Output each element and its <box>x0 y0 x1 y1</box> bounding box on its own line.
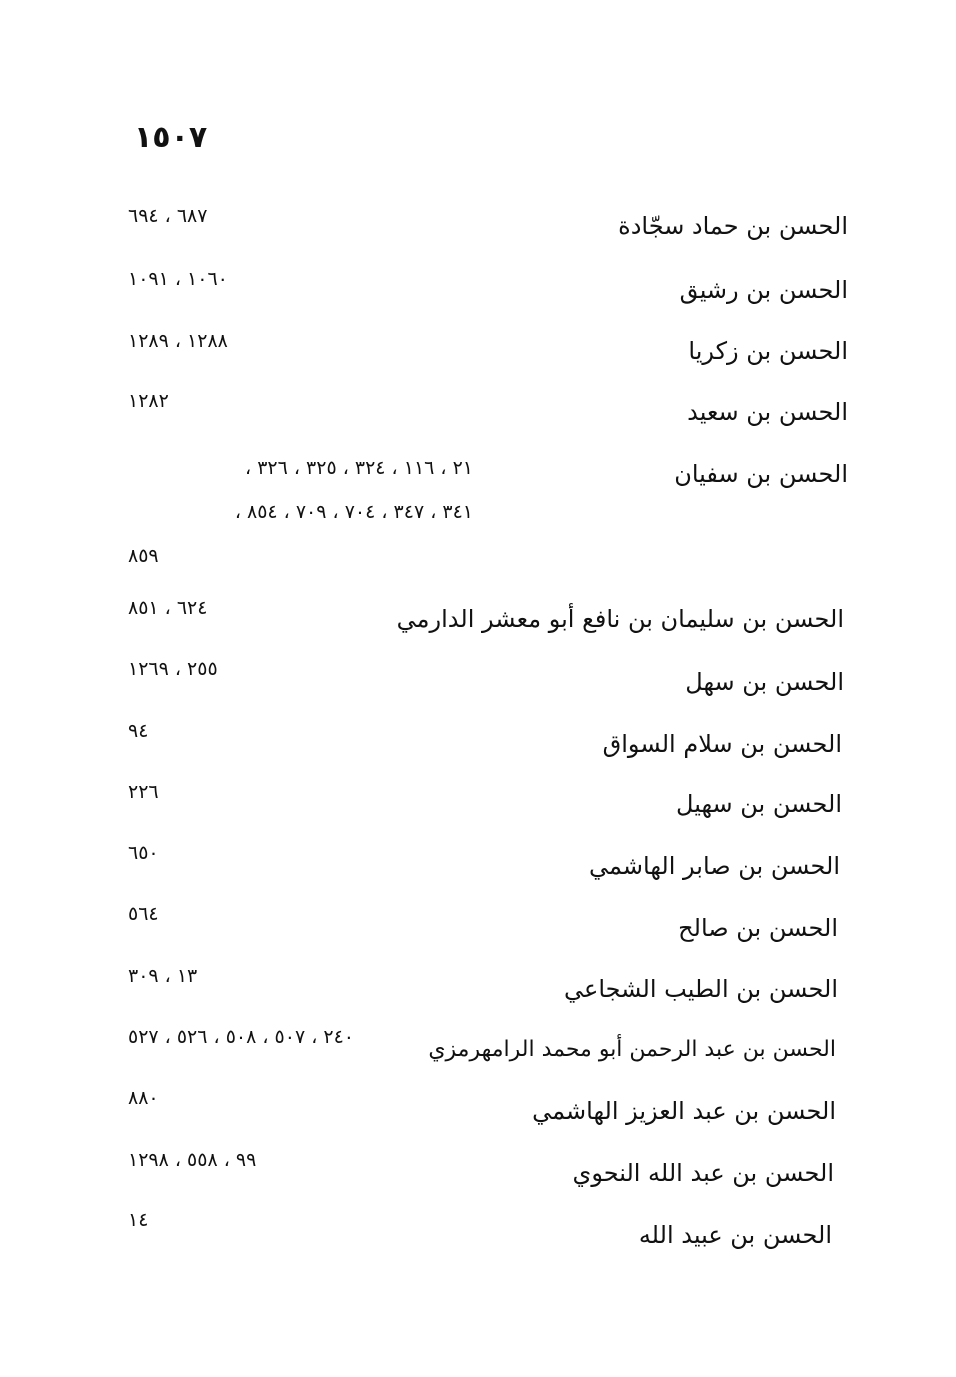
entry-refs: ٩٩ ، ٥٥٨ ، ١٢٩٨ <box>128 1149 257 1171</box>
entry-name: الحسن بن الطيب الشجاعي <box>564 975 838 1003</box>
entry-refs: ١٢٨٨ ، ١٢٨٩ <box>128 330 228 352</box>
entry-refs: ١٣ ، ٣٠٩ <box>128 965 198 987</box>
entry-refs: ٥٦٤ <box>128 903 159 925</box>
entry-name: الحسن بن سهل <box>685 668 844 696</box>
entry-refs: ٢٥٥ ، ١٢٦٩ <box>128 658 218 680</box>
entry-name: الحسن بن رشيق <box>679 276 848 304</box>
entry-refs: ٦٨٧ ، ٦٩٤ <box>128 205 208 227</box>
entry-name: الحسن بن سهيل <box>676 790 842 818</box>
entry-name: الحسن بن عبد الله النحوي <box>572 1159 834 1187</box>
entry-refs-line: ٣٤١ ، ٣٤٧ ، ٧٠٤ ، ٧٠٩ ، ٨٥٤ ، <box>234 501 473 523</box>
entry-refs: ٨٨٠ <box>128 1087 159 1109</box>
entry-name: الحسن بن صالح <box>678 914 838 942</box>
entry-refs: ٦٥٠ <box>128 842 159 864</box>
entry-refs-line: ٢١ ، ١١٦ ، ٣٢٤ ، ٣٢٥ ، ٣٢٦ ، <box>245 457 473 479</box>
entry-name: الحسن بن عبد العزيز الهاشمي <box>532 1097 836 1125</box>
entry-name: الحسن بن سلام السواق <box>602 730 842 758</box>
entry-name: الحسن بن سفيان <box>674 460 848 488</box>
entry-name: الحسن بن سعيد <box>687 398 848 426</box>
entry-refs: ٩٤ <box>128 720 149 742</box>
entry-name: الحسن بن عبيد الله <box>638 1221 832 1249</box>
entry-name: الحسن بن زكريا <box>688 337 848 365</box>
entry-refs: ٢٢٦ <box>128 781 159 803</box>
entry-refs-line: ٨٥٩ <box>128 545 159 567</box>
entry-refs: ٦٢٤ ، ٨٥١ <box>128 597 208 619</box>
entry-refs: ١٢٨٢ <box>128 390 169 412</box>
page-number: ١٥٠٧ <box>134 120 208 155</box>
entry-refs: ٢٤٠ ، ٥٠٧ ، ٥٠٨ ، ٥٢٦ ، ٥٢٧ <box>128 1026 354 1048</box>
entry-name: الحسن بن صابر الهاشمي <box>589 852 840 880</box>
entry-name: الحسن بن سليمان بن نافع أبو معشر الدارمي <box>396 605 844 633</box>
entry-name: الحسن بن حماد سجّادة <box>618 212 848 240</box>
entry-refs: ١٠٦٠ ، ١٠٩١ <box>128 268 228 290</box>
entry-refs <box>128 446 473 578</box>
entry-refs: ١٤ <box>128 1209 149 1231</box>
entry-name: الحسن بن عبد الرحمن أبو محمد الرامهرمزي <box>428 1037 836 1062</box>
